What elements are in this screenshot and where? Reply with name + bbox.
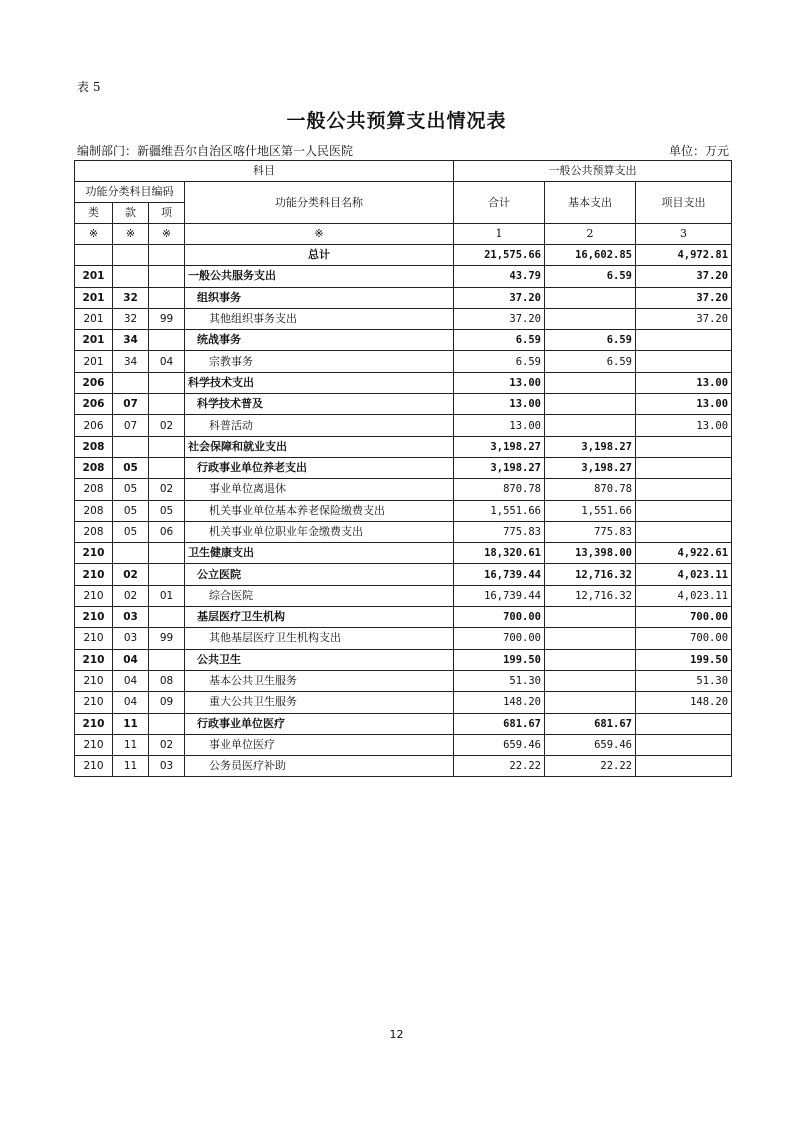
mark-name: ※ bbox=[185, 224, 454, 245]
unit-label: 单位：万元 bbox=[668, 144, 729, 158]
cell-lei: 210 bbox=[75, 649, 113, 670]
cell-project: 4,023.11 bbox=[636, 564, 732, 585]
cell-total: 700.00 bbox=[454, 607, 545, 628]
cell-xiang bbox=[149, 713, 185, 734]
cell-total: 13.00 bbox=[454, 394, 545, 415]
table-body bbox=[75, 245, 732, 777]
cell-name: 基层医疗卫生机构 bbox=[185, 607, 454, 628]
header-total-col: 合计 bbox=[454, 182, 545, 224]
cell-project: 51.30 bbox=[636, 670, 732, 691]
cell-kuan: 03 bbox=[113, 628, 149, 649]
cell-kuan: 07 bbox=[113, 415, 149, 436]
cell-total: 1,551.66 bbox=[454, 500, 545, 521]
table-row bbox=[75, 308, 732, 329]
cell-xiang bbox=[149, 266, 185, 287]
cell-basic bbox=[545, 287, 636, 308]
cell-basic: 12,716.32 bbox=[545, 564, 636, 585]
cell-kuan: 05 bbox=[113, 500, 149, 521]
cell-name: 统战事务 bbox=[185, 330, 454, 351]
mark-lei: ※ bbox=[75, 224, 113, 245]
table-row bbox=[75, 479, 732, 500]
cell-lei: 208 bbox=[75, 436, 113, 457]
cell-xiang: 06 bbox=[149, 521, 185, 542]
cell-lei: 210 bbox=[75, 692, 113, 713]
cell-kuan: 34 bbox=[113, 351, 149, 372]
cell-basic: 659.46 bbox=[545, 734, 636, 755]
cell-xiang: 08 bbox=[149, 670, 185, 691]
cell-project: 13.00 bbox=[636, 372, 732, 393]
cell-xiang bbox=[149, 245, 185, 266]
cell-lei: 210 bbox=[75, 564, 113, 585]
cell-total: 681.67 bbox=[454, 713, 545, 734]
cell-total: 700.00 bbox=[454, 628, 545, 649]
cell-xiang: 99 bbox=[149, 628, 185, 649]
cell-total: 16,739.44 bbox=[454, 564, 545, 585]
cell-name: 组织事务 bbox=[185, 287, 454, 308]
cell-xiang bbox=[149, 436, 185, 457]
cell-xiang bbox=[149, 372, 185, 393]
table-label: 表 5 bbox=[77, 80, 101, 94]
cell-name: 基本公共卫生服务 bbox=[185, 670, 454, 691]
cell-kuan: 04 bbox=[113, 649, 149, 670]
table-row bbox=[75, 500, 732, 521]
cell-name: 公务员医疗补助 bbox=[185, 756, 454, 777]
cell-total: 18,320.61 bbox=[454, 543, 545, 564]
cell-kuan: 04 bbox=[113, 670, 149, 691]
cell-xiang: 03 bbox=[149, 756, 185, 777]
header-basic-col: 基本支出 bbox=[545, 182, 636, 224]
cell-xiang bbox=[149, 457, 185, 478]
cell-project bbox=[636, 351, 732, 372]
cell-total: 199.50 bbox=[454, 649, 545, 670]
mark-kuan: ※ bbox=[113, 224, 149, 245]
cell-basic: 6.59 bbox=[545, 266, 636, 287]
cell-basic bbox=[545, 607, 636, 628]
cell-kuan bbox=[113, 372, 149, 393]
page-number: 12 bbox=[389, 1028, 404, 1041]
cell-basic: 12,716.32 bbox=[545, 585, 636, 606]
cell-project: 4,972.81 bbox=[636, 245, 732, 266]
cell-basic: 3,198.27 bbox=[545, 436, 636, 457]
cell-basic: 16,602.85 bbox=[545, 245, 636, 266]
cell-xiang: 09 bbox=[149, 692, 185, 713]
cell-name: 总计 bbox=[185, 245, 454, 266]
cell-basic bbox=[545, 628, 636, 649]
table-row bbox=[75, 649, 732, 670]
cell-project: 13.00 bbox=[636, 394, 732, 415]
table-row bbox=[75, 330, 732, 351]
table-row bbox=[75, 670, 732, 691]
cell-project bbox=[636, 713, 732, 734]
cell-lei: 208 bbox=[75, 479, 113, 500]
cell-lei: 210 bbox=[75, 734, 113, 755]
cell-total: 51.30 bbox=[454, 670, 545, 691]
header-xiang: 项 bbox=[149, 203, 185, 224]
header-budget-group: 一般公共预算支出 bbox=[454, 161, 732, 182]
cell-xiang: 04 bbox=[149, 351, 185, 372]
header-name-col: 功能分类科目名称 bbox=[185, 182, 454, 224]
cell-name: 机关事业单位基本养老保险缴费支出 bbox=[185, 500, 454, 521]
cell-basic bbox=[545, 670, 636, 691]
cell-name: 综合医院 bbox=[185, 585, 454, 606]
cell-basic: 22.22 bbox=[545, 756, 636, 777]
table-row bbox=[75, 734, 732, 755]
table-row bbox=[75, 351, 732, 372]
cell-name: 其他基层医疗卫生机构支出 bbox=[185, 628, 454, 649]
table-row bbox=[75, 543, 732, 564]
cell-xiang: 99 bbox=[149, 308, 185, 329]
table-row bbox=[75, 607, 732, 628]
cell-total: 3,198.27 bbox=[454, 436, 545, 457]
cell-project bbox=[636, 756, 732, 777]
cell-xiang bbox=[149, 543, 185, 564]
index-project: 3 bbox=[636, 224, 732, 245]
cell-kuan: 05 bbox=[113, 479, 149, 500]
table-row bbox=[75, 266, 732, 287]
cell-basic bbox=[545, 394, 636, 415]
cell-xiang: 02 bbox=[149, 415, 185, 436]
cell-name: 科普活动 bbox=[185, 415, 454, 436]
cell-xiang: 05 bbox=[149, 500, 185, 521]
cell-kuan: 02 bbox=[113, 564, 149, 585]
index-total: 1 bbox=[454, 224, 545, 245]
cell-lei bbox=[75, 245, 113, 266]
cell-xiang bbox=[149, 607, 185, 628]
cell-basic: 3,198.27 bbox=[545, 457, 636, 478]
cell-basic bbox=[545, 308, 636, 329]
header-code-group: 功能分类科目编码 bbox=[75, 182, 185, 203]
cell-basic bbox=[545, 649, 636, 670]
table-row bbox=[75, 692, 732, 713]
cell-name: 事业单位医疗 bbox=[185, 734, 454, 755]
cell-basic: 681.67 bbox=[545, 713, 636, 734]
cell-basic bbox=[545, 415, 636, 436]
table-row bbox=[75, 564, 732, 585]
cell-name: 一般公共服务支出 bbox=[185, 266, 454, 287]
cell-kuan bbox=[113, 266, 149, 287]
cell-total: 6.59 bbox=[454, 351, 545, 372]
table-row bbox=[75, 628, 732, 649]
cell-project bbox=[636, 521, 732, 542]
cell-name: 宗教事务 bbox=[185, 351, 454, 372]
cell-project: 13.00 bbox=[636, 415, 732, 436]
cell-name: 科学技术支出 bbox=[185, 372, 454, 393]
cell-project: 700.00 bbox=[636, 628, 732, 649]
cell-lei: 201 bbox=[75, 287, 113, 308]
cell-kuan: 04 bbox=[113, 692, 149, 713]
cell-total: 37.20 bbox=[454, 308, 545, 329]
cell-total: 37.20 bbox=[454, 287, 545, 308]
cell-project bbox=[636, 436, 732, 457]
cell-kuan: 11 bbox=[113, 756, 149, 777]
cell-lei: 210 bbox=[75, 628, 113, 649]
cell-project bbox=[636, 330, 732, 351]
cell-total: 775.83 bbox=[454, 521, 545, 542]
cell-kuan: 32 bbox=[113, 287, 149, 308]
cell-lei: 206 bbox=[75, 415, 113, 436]
cell-lei: 208 bbox=[75, 521, 113, 542]
cell-name: 其他组织事务支出 bbox=[185, 308, 454, 329]
cell-kuan: 03 bbox=[113, 607, 149, 628]
cell-name: 卫生健康支出 bbox=[185, 543, 454, 564]
cell-kuan bbox=[113, 543, 149, 564]
cell-xiang bbox=[149, 564, 185, 585]
cell-kuan: 32 bbox=[113, 308, 149, 329]
cell-xiang: 02 bbox=[149, 479, 185, 500]
cell-kuan: 07 bbox=[113, 394, 149, 415]
cell-project bbox=[636, 734, 732, 755]
cell-xiang bbox=[149, 287, 185, 308]
cell-total: 43.79 bbox=[454, 266, 545, 287]
cell-basic: 1,551.66 bbox=[545, 500, 636, 521]
cell-xiang: 02 bbox=[149, 734, 185, 755]
page-title: 一般公共预算支出情况表 bbox=[286, 110, 507, 132]
cell-basic: 775.83 bbox=[545, 521, 636, 542]
cell-total: 22.22 bbox=[454, 756, 545, 777]
cell-kuan: 11 bbox=[113, 734, 149, 755]
cell-lei: 201 bbox=[75, 330, 113, 351]
cell-lei: 206 bbox=[75, 394, 113, 415]
cell-lei: 208 bbox=[75, 457, 113, 478]
cell-project bbox=[636, 479, 732, 500]
cell-lei: 210 bbox=[75, 670, 113, 691]
cell-lei: 210 bbox=[75, 607, 113, 628]
cell-project: 37.20 bbox=[636, 287, 732, 308]
cell-name: 科学技术普及 bbox=[185, 394, 454, 415]
table-row bbox=[75, 372, 732, 393]
department-label: 编制部门：新疆维吾尔自治区喀什地区第一人民医院 bbox=[77, 144, 354, 158]
cell-total: 148.20 bbox=[454, 692, 545, 713]
cell-project: 199.50 bbox=[636, 649, 732, 670]
cell-total: 13.00 bbox=[454, 372, 545, 393]
cell-xiang bbox=[149, 649, 185, 670]
cell-basic bbox=[545, 372, 636, 393]
cell-lei: 210 bbox=[75, 543, 113, 564]
table-row bbox=[75, 245, 732, 266]
cell-total: 870.78 bbox=[454, 479, 545, 500]
cell-total: 13.00 bbox=[454, 415, 545, 436]
cell-basic bbox=[545, 692, 636, 713]
cell-kuan: 05 bbox=[113, 457, 149, 478]
header-subject: 科目 bbox=[75, 161, 454, 182]
cell-name: 行政事业单位医疗 bbox=[185, 713, 454, 734]
cell-project: 37.20 bbox=[636, 308, 732, 329]
table-row bbox=[75, 521, 732, 542]
table-row bbox=[75, 394, 732, 415]
mark-xiang: ※ bbox=[149, 224, 185, 245]
cell-name: 行政事业单位养老支出 bbox=[185, 457, 454, 478]
cell-kuan bbox=[113, 436, 149, 457]
cell-name: 事业单位离退休 bbox=[185, 479, 454, 500]
cell-total: 21,575.66 bbox=[454, 245, 545, 266]
cell-project: 37.20 bbox=[636, 266, 732, 287]
cell-project: 4,023.11 bbox=[636, 585, 732, 606]
cell-xiang: 01 bbox=[149, 585, 185, 606]
header-kuan: 款 bbox=[113, 203, 149, 224]
cell-project: 700.00 bbox=[636, 607, 732, 628]
cell-total: 6.59 bbox=[454, 330, 545, 351]
cell-name: 机关事业单位职业年金缴费支出 bbox=[185, 521, 454, 542]
table-row bbox=[75, 415, 732, 436]
table-row bbox=[75, 585, 732, 606]
cell-kuan: 02 bbox=[113, 585, 149, 606]
table-row bbox=[75, 756, 732, 777]
budget-table bbox=[74, 160, 732, 777]
cell-kuan: 05 bbox=[113, 521, 149, 542]
table-row bbox=[75, 457, 732, 478]
cell-lei: 210 bbox=[75, 713, 113, 734]
table-row bbox=[75, 713, 732, 734]
cell-project: 148.20 bbox=[636, 692, 732, 713]
cell-kuan: 11 bbox=[113, 713, 149, 734]
cell-kuan: 34 bbox=[113, 330, 149, 351]
cell-lei: 210 bbox=[75, 585, 113, 606]
cell-basic: 6.59 bbox=[545, 330, 636, 351]
cell-project bbox=[636, 500, 732, 521]
cell-total: 659.46 bbox=[454, 734, 545, 755]
cell-lei: 201 bbox=[75, 266, 113, 287]
cell-total: 16,739.44 bbox=[454, 585, 545, 606]
index-basic: 2 bbox=[545, 224, 636, 245]
table-row bbox=[75, 287, 732, 308]
cell-basic: 6.59 bbox=[545, 351, 636, 372]
cell-kuan bbox=[113, 245, 149, 266]
cell-total: 3,198.27 bbox=[454, 457, 545, 478]
cell-basic: 870.78 bbox=[545, 479, 636, 500]
cell-lei: 208 bbox=[75, 500, 113, 521]
cell-name: 公共卫生 bbox=[185, 649, 454, 670]
cell-project: 4,922.61 bbox=[636, 543, 732, 564]
cell-name: 重大公共卫生服务 bbox=[185, 692, 454, 713]
header-lei: 类 bbox=[75, 203, 113, 224]
cell-lei: 206 bbox=[75, 372, 113, 393]
cell-name: 社会保障和就业支出 bbox=[185, 436, 454, 457]
cell-name: 公立医院 bbox=[185, 564, 454, 585]
cell-basic: 13,398.00 bbox=[545, 543, 636, 564]
cell-xiang bbox=[149, 394, 185, 415]
cell-project bbox=[636, 457, 732, 478]
cell-xiang bbox=[149, 330, 185, 351]
cell-lei: 201 bbox=[75, 308, 113, 329]
cell-lei: 210 bbox=[75, 756, 113, 777]
table-row bbox=[75, 436, 732, 457]
header-project-col: 项目支出 bbox=[636, 182, 732, 224]
cell-lei: 201 bbox=[75, 351, 113, 372]
